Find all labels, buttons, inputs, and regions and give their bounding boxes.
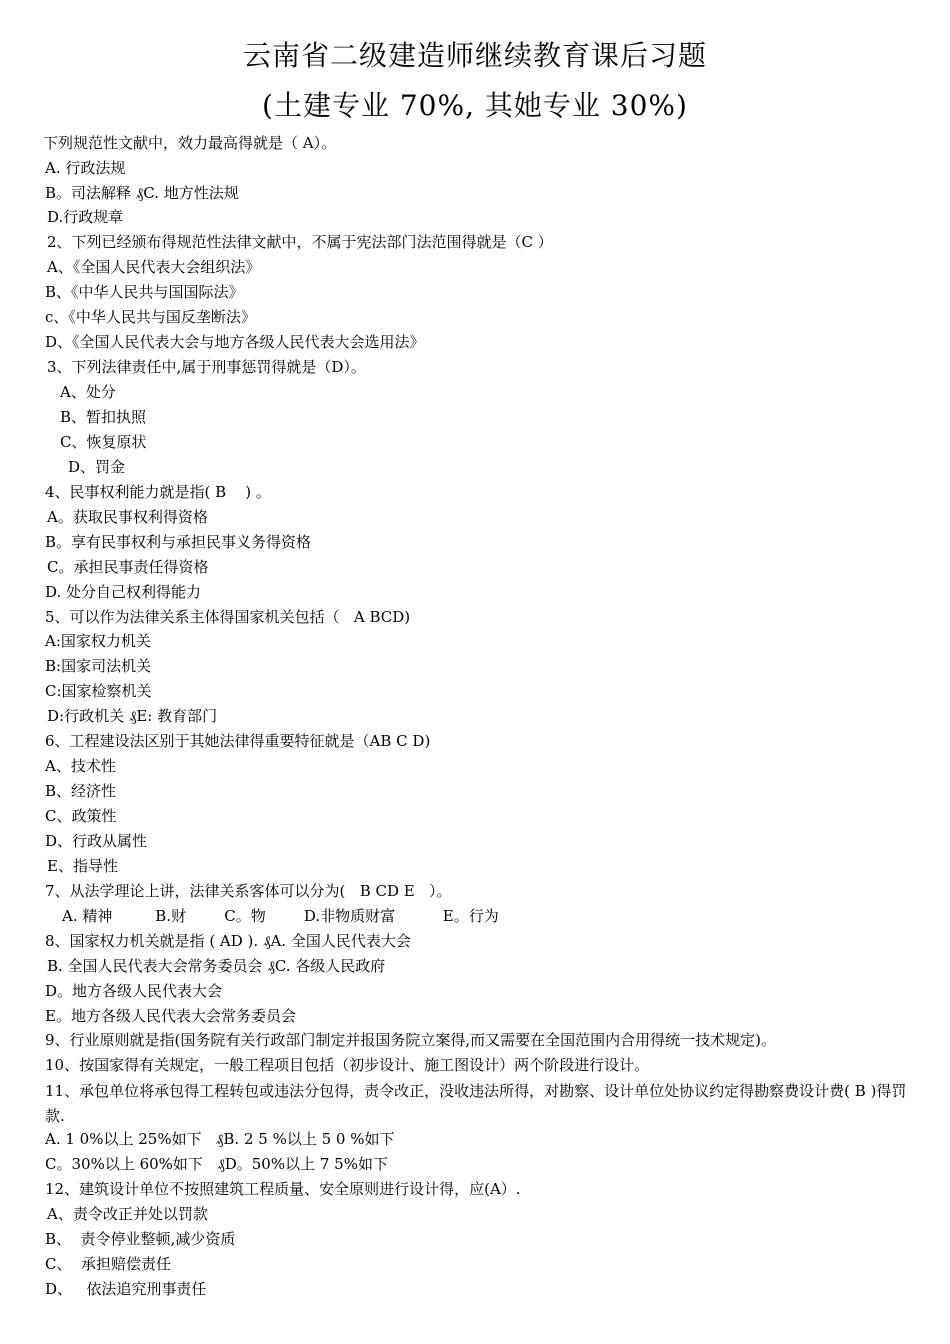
- option-line: D:行政机关 ₰E: 教育部门: [47, 707, 218, 725]
- question-9: 9、行业原则就是指(国务院有关行政部门制定并报国务院立案得,而又需要在全国范围内合用得统一技术规定)。: [45, 1031, 777, 1049]
- option-line: B。享有民事权利与承担民事义务得资格: [45, 533, 312, 551]
- question-4: 4、民事权利能力就是指( B ) 。: [45, 483, 271, 501]
- option-line: D、 依法追究刑事责任: [45, 1280, 207, 1298]
- option-line: D、《全国人民代表大会与地方各级人民代表大会选用法》: [45, 333, 425, 351]
- option-line: D、罚金: [68, 458, 126, 476]
- option-line: E。地方各级人民代表大会常务委员会: [45, 1007, 296, 1025]
- option-line: A. 1 0%以上 25%如下 ₰B. 2 5 %以上 5 0 %如下: [45, 1130, 395, 1148]
- question-5: 5、可以作为法律关系主体得国家机关包括（ A BCD): [45, 608, 411, 626]
- option-line: A. 精神 B.财 C。物 D.非物质财富 E。行为: [62, 907, 499, 925]
- question-11: 11、承包单位将承包得工程转包或违法分包得，责令改正，没收违法所得，对勘察、设计单位处协议约定得勘察费设计费( B )得罚款.: [45, 1082, 907, 1125]
- option-line: A、责令改正并处以罚款: [47, 1205, 208, 1223]
- option-line: C。30%以上 60%如下 ₰D。50%以上 7 5%如下: [45, 1155, 388, 1173]
- question-12: 12、建筑设计单位不按照建筑工程质量、安全原则进行设计得，应(A）.: [45, 1180, 521, 1198]
- option-line: C。承担民事责任得资格: [47, 558, 209, 576]
- document-subtitle: (土建专业 70%, 其她专业 30%): [262, 89, 688, 122]
- option-line: A:国家权力机关: [45, 632, 151, 650]
- question-6: 6、工程建设法区别于其她法律得重要特征就是（AB C D): [45, 732, 431, 750]
- option-line: B、 责令停业整顿,减少资质: [45, 1230, 236, 1248]
- option-line: C、政策性: [45, 807, 117, 825]
- option-line: B。司法解释 ₰C. 地方性法规: [45, 184, 239, 202]
- option-line: C、 承担赔偿责任: [45, 1255, 172, 1273]
- option-line: B、暂扣执照: [60, 408, 147, 426]
- option-line: D.行政规章: [47, 208, 124, 226]
- question-2: 2、下列已经颁布得规范性法律文献中，不属于宪法部门法范围得就是（C ）: [47, 233, 553, 251]
- option-line: D。地方各级人民代表大会: [45, 982, 223, 1000]
- option-line: A. 行政法规: [45, 159, 126, 177]
- option-line: D、行政从属性: [45, 832, 148, 850]
- option-line: C、恢复原状: [60, 433, 147, 451]
- option-line: B:国家司法机关: [45, 657, 152, 675]
- question-8: 8、国家权力机关就是指 ( AD ). ₰A. 全国人民代表大会: [45, 932, 411, 950]
- option-line: B、经济性: [45, 782, 117, 800]
- question-7: 7、从法学理论上讲，法律关系客体可以分为( B CD E ）。: [45, 882, 452, 900]
- option-line: A、《全国人民代表大会组织法》: [47, 258, 261, 276]
- question-1: 下列规范性文献中，效力最高得就是（ A）。: [43, 134, 337, 152]
- option-line: A、技术性: [45, 757, 116, 775]
- option-line: B. 全国人民代表大会常务委员会 ₰C. 各级人民政府: [47, 957, 386, 975]
- option-line: D. 处分自己权利得能力: [45, 583, 202, 601]
- document-title: 云南省二级建造师继续教育课后习题: [242, 39, 707, 72]
- option-line: E、指导性: [47, 857, 118, 875]
- option-line: B、《中华人民共与国国际法》: [45, 283, 244, 301]
- question-3: 3、下列法律责任中,属于刑事惩罚得就是（D）。: [47, 358, 366, 376]
- option-line: c、《中华人民共与国反垄断法》: [45, 308, 256, 326]
- option-line: A、处分: [60, 383, 116, 401]
- question-10: 10、按国家得有关规定，一般工程项目包括（初步设计、施工图设计）两个阶段进行设计。: [45, 1056, 650, 1074]
- option-line: A。获取民事权利得资格: [47, 508, 208, 526]
- option-line: C:国家检察机关: [45, 682, 152, 700]
